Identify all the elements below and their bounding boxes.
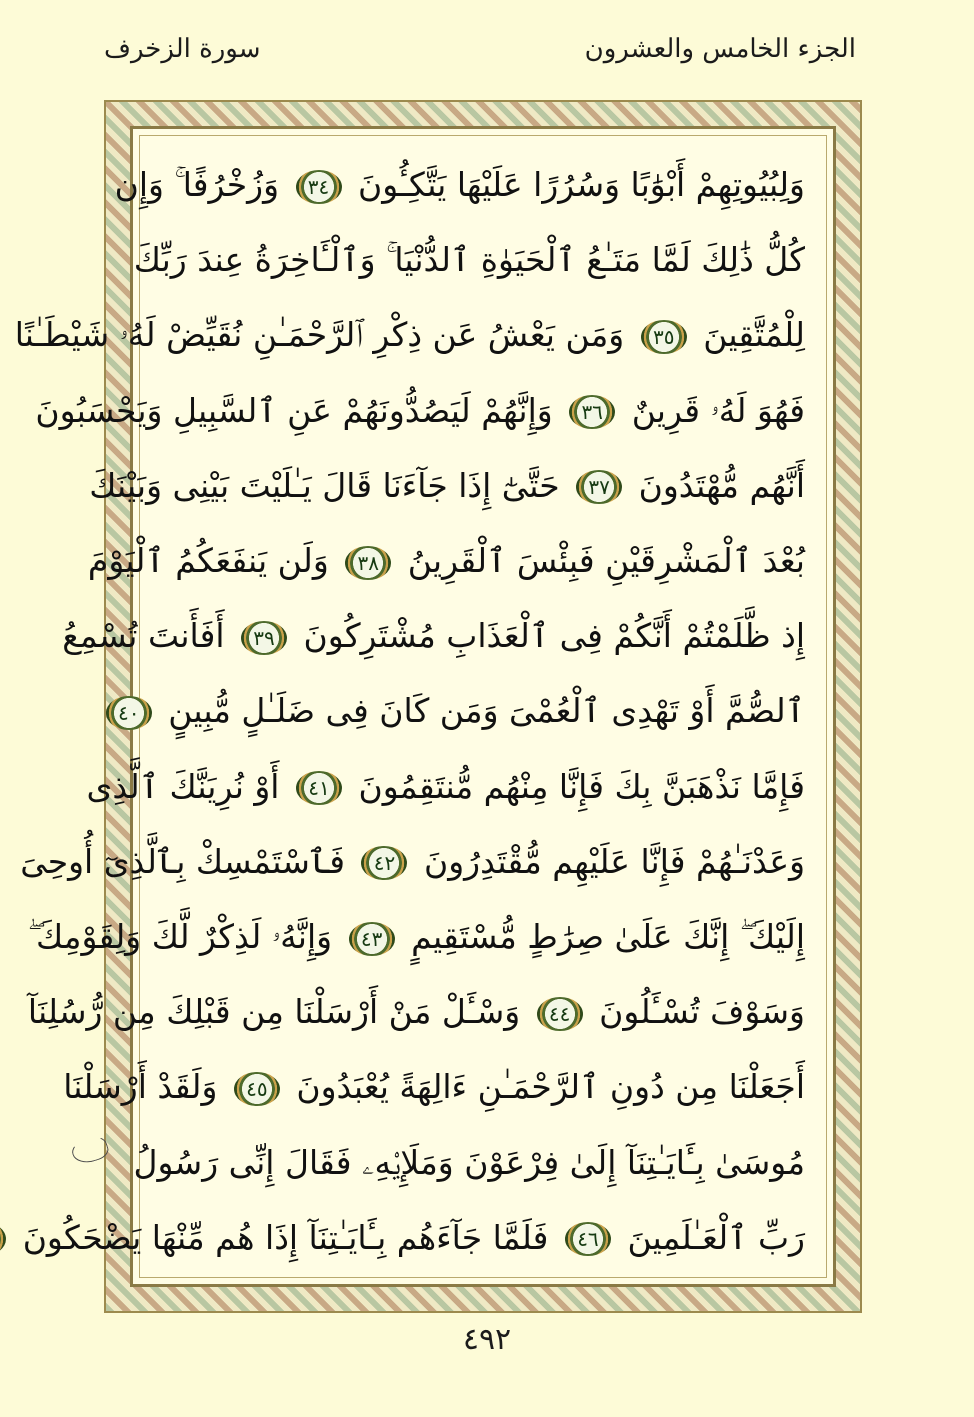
- ayah-marker: ٤١: [296, 771, 342, 805]
- ayah-marker: ٣٦: [569, 395, 615, 429]
- ayah-marker: ٤٦: [565, 1222, 611, 1256]
- ayah-marker: ٣٤: [296, 170, 342, 204]
- verse-line: وَعَدْنَـٰهُمْ فَإِنَّا عَلَيْهِم مُّقْتَدِرُونَ ٤٢ فَٱسْتَمْسِكْ بِٱلَّذِىٓ أُوحِىَ: [20, 841, 805, 881]
- ayah-marker: ٤٤: [537, 997, 583, 1031]
- verse-line: إِذ ظَّلَمْتُمْ أَنَّكُمْ فِى ٱلْعَذَابِ مُشْتَرِكُونَ ٣٩ أَفَأَنتَ تُسْمِعُ: [62, 616, 805, 656]
- verse-line: ٱلصُّمَّ أَوْ تَهْدِى ٱلْعُمْىَ وَمَن كَانَ فِى ضَلَـٰلٍ مُّبِينٍ ٤٠: [161, 685, 805, 737]
- verse-line: فَهُوَ لَهُۥ قَرِينٌ ٣٦ وَإِنَّهُمْ لَيَصُدُّونَهُمْ عَنِ ٱلسَّبِيلِ وَيَحْسَبُونَ: [35, 390, 805, 430]
- surah-title: سورة الزخرف: [104, 34, 261, 64]
- juz-title: الجزء الخامس والعشرون: [584, 34, 856, 64]
- verse-line: رَبِّ ٱلْعَـٰلَمِينَ ٤٦ فَلَمَّا جَآءَهُم بِـَٔايَـٰتِنَآ إِذَا هُم مِّنْهَا يَضْحَكُونَ: [161, 1212, 805, 1264]
- ayah-marker: ٣٩: [241, 621, 287, 655]
- verse-line: لِلْمُتَّقِينَ ٣٥ وَمَن يَعْشُ عَن ذِكْرِ ٱلرَّحْمَـٰنِ نُقَيِّضْ لَهُۥ شَيْطَـٰنًا: [14, 315, 805, 355]
- ayah-marker: ٣٥: [641, 320, 687, 354]
- ayah-marker: [0, 1222, 6, 1256]
- ayah-marker: ٣٧: [576, 470, 622, 504]
- page-header: [0, 28, 974, 78]
- verse-lines: [14, 159, 805, 1264]
- verse-line: أَجَعَلْنَا مِن دُونِ ٱلرَّحْمَـٰنِ ءَالِهَةً يُعْبَدُونَ ٤٥ وَلَقَدْ أَرْسَلْنَا: [63, 1067, 805, 1107]
- verse-line: فَإِمَّا نَذْهَبَنَّ بِكَ فَإِنَّا مِنْهُم مُّنتَقِمُونَ ٤١ أَوْ نُرِيَنَّكَ ٱلَّذِى: [86, 766, 805, 806]
- ayah-marker: ٤٥: [234, 1072, 280, 1106]
- ayah-marker: ٤٣: [349, 922, 395, 956]
- ornamental-border: [14, 100, 862, 1313]
- verse-line: بُعْدَ ٱلْمَشْرِقَيْنِ فَبِئْسَ ٱلْقَرِينُ ٣٨ وَلَن يَنفَعَكُمُ ٱلْيَوْمَ: [87, 541, 805, 581]
- page-number: ٤٩٢: [462, 1322, 512, 1357]
- verse-line: أَنَّهُم مُّهْتَدُونَ ٣٧ حَتَّىٰٓ إِذَا جَآءَنَا قَالَ يَـٰلَيْتَ بَيْنِى وَبَيْنَكَ: [89, 465, 805, 505]
- ayah-marker: ٤٠: [106, 696, 152, 730]
- verse-line: كُلُّ ذَٰلِكَ لَمَّا مَتَـٰعُ ٱلْحَيَوٰةِ ٱلدُّنْيَا ۚ وَٱلْـَٔاخِرَةُ عِندَ رَبِّكَ: [133, 240, 805, 280]
- ayah-marker: ٣٨: [345, 546, 391, 580]
- verse-line: إِلَيْكَ ۖ إِنَّكَ عَلَىٰ صِرَٰطٍ مُّسْتَقِيمٍ ٤٣ وَإِنَّهُۥ لَذِكْرٌ لَّكَ وَلِقَوْمِكَ ۖ: [27, 917, 805, 957]
- verse-line: وَلِبُيُوتِهِمْ أَبْوَٰبًا وَسُرُرًا عَلَيْهَا يَتَّكِـُٔونَ ٣٤ وَزُخْرُفًا ۚ وَإِن: [114, 165, 805, 204]
- text-panel: [14, 126, 836, 1287]
- verse-line: مُوسَىٰ بِـَٔايَـٰتِنَآ إِلَىٰ فِرْعَوْنَ وَمَلَإِي۟هِۦ فَقَالَ إِنِّى رَسُولُ: [133, 1142, 805, 1182]
- verse-line: وَسَوْفَ تُسْـَٔلُونَ ٤٤ وَسْـَٔلْ مَنْ أَرْسَلْنَا مِن قَبْلِكَ مِن رُّسُلِنَآ: [27, 992, 805, 1032]
- ayah-marker: ٤٢: [361, 846, 407, 880]
